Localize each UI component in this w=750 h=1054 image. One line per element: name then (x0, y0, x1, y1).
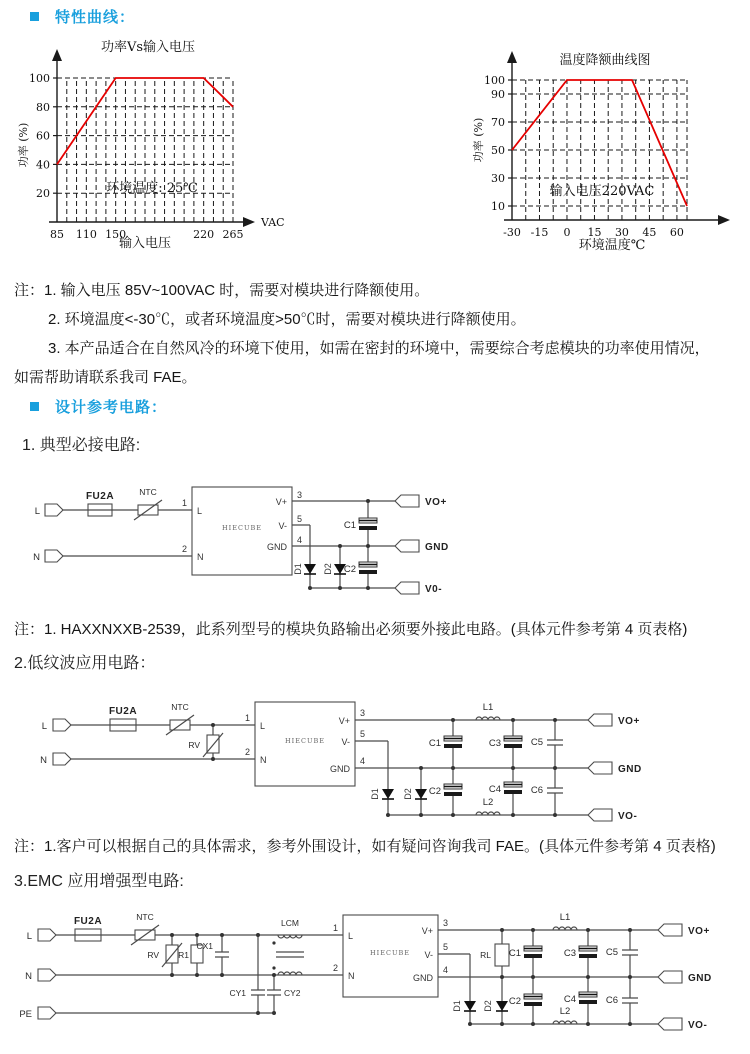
section-header-curves (30, 6, 135, 27)
terminal-l (42, 719, 71, 732)
module-pin-vminus: V- (341, 737, 350, 747)
fuse-fu2a (74, 916, 102, 941)
chart-annotation: 环境温度: 25℃ (106, 181, 198, 196)
ntc-label: NTC (139, 487, 157, 497)
y-tick-label: 40 (36, 158, 50, 172)
pin-number-3: 3 (297, 490, 303, 500)
note-line: 2. 环境温度<-30℃，或者环境温度>50℃时，需要对模块进行降额使用。 (48, 311, 526, 328)
x-tick-label: -30 (503, 226, 521, 239)
y-axis-label: 功率 (%) (472, 117, 485, 163)
module-pin-gnd: GND (330, 764, 350, 774)
module-pin-vminus: V- (278, 521, 287, 531)
cap-cx1-label: CX1 (196, 941, 213, 951)
terminal-n (33, 550, 63, 563)
varistor-rv-label: RV (147, 950, 159, 960)
ntc-label: NTC (171, 702, 189, 712)
diode-d1-label: D1 (293, 563, 303, 575)
section-title-design: 设计参考电路： (55, 399, 168, 416)
resistor-r1 (178, 933, 203, 977)
module-pin-l: L (260, 721, 266, 731)
terminal-vo-minus (588, 809, 637, 822)
cap-c2-label: C2 (428, 786, 441, 797)
fuse-label: FU2A (85, 491, 115, 502)
module-pin-vplus: V+ (338, 716, 350, 726)
input-flag (45, 550, 63, 562)
pin-number-1: 1 (181, 498, 187, 508)
module-name: HIECUBE (222, 524, 262, 532)
chart-title: 功率Vs输入电压 (100, 40, 196, 55)
ntc-thermistor (131, 912, 159, 945)
pin-number-4: 4 (360, 756, 366, 766)
cap-c2-label: C2 (343, 564, 356, 575)
module-pin-l: L (348, 931, 354, 941)
y-tick-label: 100 (29, 72, 50, 85)
cap-cy2 (267, 973, 301, 1015)
y-tick-label: 30 (491, 172, 505, 185)
cap-c3 (489, 720, 522, 768)
terminal-l-label: L (26, 931, 32, 942)
cap-c5 (606, 930, 638, 977)
inductor-l2 (476, 797, 500, 815)
x-tick-label: 85 (50, 228, 64, 241)
note-line: 3. 本产品适合在自然风冷的环境下使用，如需在密封的环境中，需要综合考虑模块的功率使用情况， (48, 340, 710, 357)
pin-number-4: 4 (297, 535, 303, 545)
module-pin-n: N (348, 971, 355, 981)
diode-d1 (370, 788, 394, 800)
fuse-fu2a (109, 706, 137, 731)
x-unit-label: VAC (261, 216, 285, 229)
x-tick-label: 45 (642, 226, 657, 239)
x-tick-label: 220 (193, 228, 215, 241)
pin-number-1: 1 (244, 713, 250, 723)
diode-d2-label: D2 (483, 1000, 493, 1012)
cap-cy1-label: CY1 (229, 988, 246, 998)
module-name: HIECUBE (285, 737, 325, 745)
cap-c1 (429, 720, 462, 768)
diode-d1-label: D1 (370, 788, 380, 800)
circuit1-note: 注：1. HAXXNXXB-2539，此系列型号的模块负路输出必须要外接此电路。(具体元件参考第 4 页表格) (14, 621, 688, 638)
terminal-vo-plus-label: VO+ (618, 716, 640, 727)
terminal-gnd (588, 762, 642, 775)
cap-c1 (344, 501, 377, 546)
cap-c2-label: C2 (508, 996, 521, 1007)
cap-cy1 (229, 933, 265, 1015)
module-pin-vminus: V- (424, 950, 433, 960)
x-tick-label: 0 (563, 226, 571, 239)
input-wires (71, 725, 255, 759)
terminal-l (35, 504, 63, 517)
pin-number-4: 4 (443, 965, 449, 975)
cap-c1-label: C1 (428, 738, 441, 749)
module-pin-n: N (260, 755, 267, 765)
cap-c6-label: C6 (530, 785, 543, 796)
diode-d2-label: D2 (323, 563, 333, 575)
cap-c2 (344, 546, 377, 588)
pin-number-2: 2 (181, 544, 187, 554)
terminal-vo-minus (658, 1018, 707, 1031)
terminal-n-label: N (40, 755, 47, 766)
output-wires (438, 930, 658, 1024)
terminal-vo-plus-label: VO+ (688, 926, 710, 937)
pin-number-1: 1 (332, 923, 338, 933)
y-tick-label: 90 (491, 88, 505, 101)
terminal-l (27, 929, 56, 942)
cap-c6-label: C6 (605, 995, 618, 1006)
terminal-vo-minus-label: VO- (618, 811, 638, 822)
terminal-gnd-label: GND (425, 542, 449, 553)
terminal-vo-plus (588, 714, 640, 727)
x-tick-label: 150 (105, 228, 127, 241)
diode-d1 (293, 563, 316, 575)
diode-d1-label: D1 (452, 1000, 462, 1012)
x-tick-label: 30 (614, 226, 629, 239)
resistor-rl (480, 944, 509, 966)
cap-c2 (429, 768, 462, 815)
cap-c4-label: C4 (488, 784, 501, 795)
pin-number-2: 2 (244, 747, 250, 757)
x-axis-arrow (718, 215, 730, 225)
pin-number-2: 2 (332, 963, 338, 973)
lcm-label: LCM (281, 918, 299, 928)
inductor-l1 (553, 912, 577, 930)
y-axis-label: 功率 (%) (17, 122, 30, 168)
pin-number-3: 3 (443, 918, 449, 928)
terminal-gnd-label: GND (618, 764, 642, 775)
module-pin-gnd: GND (413, 973, 433, 983)
x-tick-label: -15 (530, 226, 549, 239)
module-pin-vplus: V+ (421, 926, 433, 936)
ntc-thermistor (134, 487, 162, 520)
terminal-n (40, 753, 71, 766)
section-title-curves: 特性曲线： (55, 9, 136, 26)
y-tick-label: 70 (491, 116, 505, 129)
module-hiecube (245, 702, 365, 786)
terminal-vo-plus (658, 924, 710, 937)
terminal-l-label: L (34, 506, 40, 517)
x-tick-label: 110 (75, 228, 97, 241)
y-tick-label: 60 (36, 129, 50, 143)
y-tick-label: 20 (36, 187, 50, 201)
ntc-thermistor (166, 702, 194, 735)
terminal-vo-minus (395, 582, 442, 595)
varistor-rv (188, 723, 223, 761)
terminal-l-label: L (41, 721, 47, 732)
bullet-square-icon (30, 402, 39, 411)
terminal-vo-minus-label: VO- (688, 1020, 708, 1031)
note-line: 注：1. 输入电压 85V~100VAC 时，需要对模块进行降额使用。 (14, 282, 430, 299)
fuse-fu2a (86, 491, 114, 516)
pin-number-5: 5 (443, 942, 449, 952)
input-flag (45, 504, 63, 516)
cap-c5-label: C5 (605, 947, 618, 958)
bullet-square-icon (30, 12, 39, 21)
resistor-r1-label: R1 (178, 950, 189, 960)
y-tick-label: 100 (484, 74, 505, 87)
circuit-emc-enhanced (10, 902, 735, 1054)
cap-c1-label: C1 (343, 520, 356, 531)
y-axis-arrow (507, 51, 517, 63)
circuit-typical-required (10, 473, 480, 623)
inductor-l2-label: L2 (559, 1006, 571, 1017)
y-tick-label: 10 (491, 200, 505, 213)
terminal-vo-plus (395, 495, 447, 508)
x-tick-label: 60 (669, 226, 684, 239)
diode-d2-label: D2 (403, 788, 413, 800)
diode-d1 (452, 1000, 476, 1012)
cap-c5 (531, 720, 563, 768)
cap-c5-label: C5 (530, 737, 543, 748)
cap-c2 (509, 977, 542, 1024)
common-mode-choke-lcm (272, 918, 304, 975)
inductor-l2 (553, 1006, 577, 1024)
cap-c3 (564, 930, 597, 977)
fuse-label: FU2A (73, 916, 103, 927)
cap-c6 (606, 977, 638, 1024)
inductor-l2-label: L2 (482, 797, 494, 808)
y-tick-label: 50 (491, 144, 505, 157)
chart-annotation: 输入电压220VAC (549, 184, 655, 199)
output-wires (355, 720, 588, 815)
cap-c6 (531, 768, 563, 815)
x-axis-label: 环境温度℃ (578, 238, 646, 253)
circuit2-heading: 2.低纹波应用电路： (14, 655, 156, 672)
notes-main (14, 276, 730, 392)
inductor-l1-label: L1 (559, 912, 571, 923)
y-tick-label: 80 (36, 100, 50, 114)
x-tick-label: 265 (222, 228, 244, 241)
resistor-rl-label: RL (480, 950, 491, 960)
pin-number-5: 5 (360, 729, 366, 739)
chart-title: 温度降额曲线图 (559, 53, 651, 68)
ntc-label: NTC (136, 912, 154, 922)
diode-d2 (483, 1000, 508, 1012)
cap-c1-label: C1 (508, 948, 521, 959)
chart-temperature-derating (450, 35, 750, 275)
terminal-pe (19, 1007, 56, 1020)
module-pin-n: N (197, 552, 204, 562)
module-hiecube (333, 915, 448, 997)
terminal-n (25, 969, 56, 982)
pin-number-3: 3 (360, 708, 366, 718)
x-axis-arrow (243, 217, 255, 227)
terminal-n-label: N (33, 552, 40, 563)
cap-c1 (509, 930, 542, 977)
module-pin-gnd: GND (267, 542, 287, 552)
diode-d2 (323, 563, 346, 575)
chart-power-vs-input-voltage (10, 35, 310, 275)
x-axis-label: 输入电压 (118, 236, 172, 251)
junction-dots (308, 499, 370, 590)
inductor-l1 (476, 702, 500, 720)
cap-c4-label: C4 (563, 994, 576, 1005)
cap-c4 (489, 768, 522, 815)
terminal-vo-plus-label: VO+ (425, 497, 447, 508)
cap-c3-label: C3 (488, 738, 501, 749)
terminal-vo-minus-label: V0- (425, 584, 443, 595)
note-line: 如需帮助请联系我司 FAE。 (14, 369, 197, 386)
x-tick-label: 15 (587, 226, 602, 239)
module-name: HIECUBE (370, 949, 410, 957)
circuit1-heading: 1. 典型必接电路: (22, 437, 141, 454)
pin-number-5: 5 (297, 514, 303, 524)
section-header-design (30, 396, 167, 417)
module-pin-vplus: V+ (275, 497, 287, 507)
circuit3-heading: 3.EMC 应用增强型电路: (14, 873, 184, 890)
y-axis-arrow (52, 49, 62, 61)
circuit2-note: 注：1.客户可以根据自己的具体需求，参考外围设计，如有疑问咨询我司 FAE。(具体元件参考第 4 页表格) (14, 838, 716, 855)
varistor-rv-label: RV (188, 740, 200, 750)
cap-c3-label: C3 (563, 948, 576, 959)
terminal-gnd (395, 540, 449, 553)
inductor-l1-label: L1 (482, 702, 494, 713)
terminal-n-label: N (25, 971, 32, 982)
input-wires (63, 510, 192, 556)
module-hiecube (182, 487, 302, 575)
circuit-low-ripple (10, 688, 650, 838)
diode-d2 (403, 788, 427, 800)
terminal-gnd (658, 971, 712, 984)
terminal-pe-label: PE (19, 1009, 32, 1020)
cap-cy2-label: CY2 (284, 988, 301, 998)
fuse-label: FU2A (108, 706, 138, 717)
terminal-gnd-label: GND (688, 973, 712, 984)
module-pin-l: L (197, 506, 203, 516)
